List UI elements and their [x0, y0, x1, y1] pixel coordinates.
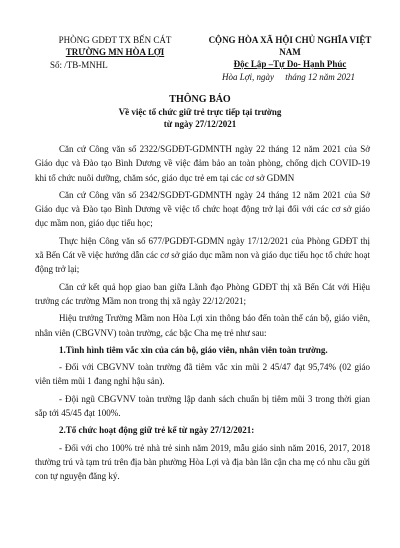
section-heading: 2.Tổ chức hoạt động giữ trẻ kể từ ngày 27/12/2021: — [59, 425, 255, 436]
document-body — [35, 142, 370, 487]
document-number: Số: /TB-MNHL — [50, 60, 108, 70]
document-date: Hòa Lợi, ngày tháng 12 năm 2021 — [222, 72, 356, 82]
school-name: TRƯỜNG MN HÒA LỢI — [65, 47, 165, 57]
notice-heading: THÔNG BÁO — [169, 94, 231, 105]
department-name: PHÒNG GDĐT TX BẾN CÁT — [58, 35, 172, 45]
notice-title — [30, 94, 370, 130]
body-paragraph: Hiệu trưởng Trường Mầm non Hòa Lợi xin thông báo đến toàn thể cán bộ, giáo viên, nhân viên (CBGVNV) toàn trường, các bậc Cha mẹ trẻ như sau: — [35, 313, 370, 338]
body-paragraph: - Đội ngũ CBGVNV toàn trường lập danh sách chuẩn bị tiêm mũi 3 trong thời gian sắp tới 45/45 đạt 100%. — [35, 393, 370, 419]
body-paragraph: Căn cứ kết quả họp giao ban giữa Lãnh đạo Phòng GDĐT thị xã Bến Cát với Hiệu trưởng các trường Mầm non trong thị xã ngày 22/12/2021; — [35, 281, 370, 306]
notice-subject-line1: Về việc tổ chức giữ trẻ trực tiếp tại trường — [118, 107, 282, 117]
notice-subject-line2: từ ngày 27/12/2021 — [163, 119, 237, 129]
section-heading: 1.Tình hình tiêm vắc xin của cán bộ, giáo viên, nhân viên toàn trường. — [59, 344, 328, 355]
nation-title: CỘNG HÒA XÃ HỘI CHỦ NGHĨA VIỆT NAM — [208, 35, 372, 57]
issuer-header — [40, 34, 190, 71]
body-paragraph: - Đối với cho 100% trẻ nhà trẻ sinh năm 2019, mẫu giáo sinh năm 2016, 2017, 2018 thường trú và tạm trú trên địa bàn phường Hòa Lợi và địa bàn lân cận cha mẹ có nhu cầu gửi con tự nguyện đăng ký. — [35, 442, 370, 482]
body-paragraph: - Đối với CBGVNV toàn trường đã tiêm vắc xin mũi 2 45/47 đạt 95,74% (02 giáo viên tiêm mũi 1 đang nghỉ hậu sản). — [35, 362, 370, 387]
body-paragraph: Căn cứ Công văn số 2342/SGDĐT-GDMNTH ngày 24 tháng 12 năm 2021 của Sở Giáo dục và Đào tạo Bình Dương về việc tổ chức hoạt động trở lại đối với các cơ sở giáo dục mầm non, giáo dục tiểu học; — [35, 189, 370, 229]
body-paragraph: Thực hiện Công văn số 677/PGDĐT-GDMN ngày 17/12/2021 của Phòng GDĐT thị xã Bến Cát về việc hướng dẫn các cơ sở giáo dục mầm non và giáo dục tiểu học tổ chức hoạt động trở lại; — [35, 235, 370, 275]
national-motto: Độc Lập –Tự Do- Hạnh Phúc — [233, 59, 347, 69]
national-header — [200, 34, 380, 70]
body-paragraph: Căn cứ Công văn số 2322/SGDĐT-GDMNTH ngày 22 tháng 12 năm 2021 của Sở Giáo dục và Đào tạo Bình Dương về việc đảm bảo an toàn phòng, chống dịch COVID-19 khi tổ chức nuôi dưỡng, chăm sóc, giáo dục trẻ em tại các cơ sở GDMN — [35, 144, 370, 183]
